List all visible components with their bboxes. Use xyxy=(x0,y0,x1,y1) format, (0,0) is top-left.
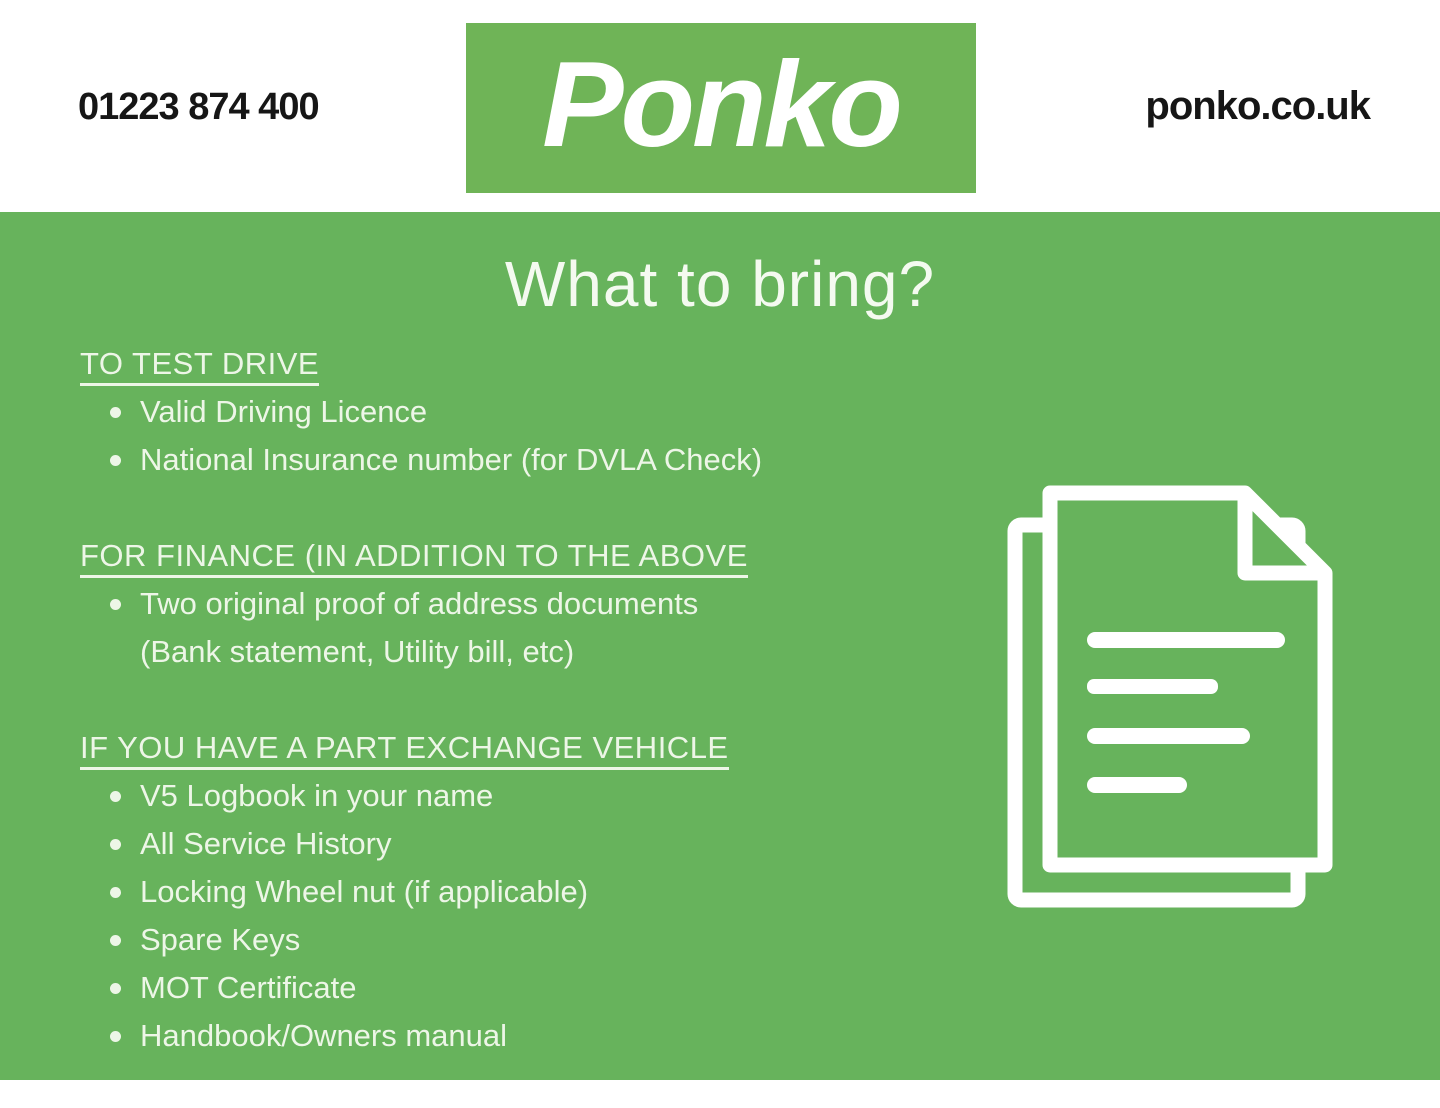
list-item: Valid Driving Licence xyxy=(80,388,960,436)
text-line xyxy=(1087,728,1250,744)
text-line xyxy=(1087,777,1187,793)
text-line xyxy=(1087,632,1285,648)
list-item: Handbook/Owners manual xyxy=(80,1012,960,1060)
list-item: National Insurance number (for DVLA Check) xyxy=(80,436,960,484)
website-url: ponko.co.uk xyxy=(1145,84,1370,128)
list-item: MOT Certificate xyxy=(80,964,960,1012)
item-list xyxy=(80,388,960,484)
section-heading xyxy=(80,340,960,388)
item-list xyxy=(80,580,960,676)
list-item: V5 Logbook in your name xyxy=(80,772,960,820)
section-test-drive xyxy=(80,340,960,484)
body xyxy=(0,212,1440,1080)
header xyxy=(0,0,1440,212)
section-part-exchange xyxy=(80,724,960,1060)
item-list xyxy=(80,772,960,1060)
section-heading xyxy=(80,724,960,772)
list-item: Spare Keys xyxy=(80,916,960,964)
list-item: Two original proof of address documents (Bank statement, Utility bill, etc) xyxy=(80,580,960,676)
logo xyxy=(466,23,976,193)
section-heading-text: TO TEST DRIVE xyxy=(80,346,319,386)
section-heading-text: FOR FINANCE (IN ADDITION TO THE ABOVE xyxy=(80,538,748,578)
section-finance xyxy=(80,532,960,676)
section-heading xyxy=(80,532,960,580)
section-heading-text: IF YOU HAVE A PART EXCHANGE VEHICLE xyxy=(80,730,729,770)
page-title: What to bring? xyxy=(504,248,936,320)
documents-icon xyxy=(1000,478,1345,918)
text-line xyxy=(1087,679,1218,694)
phone-number: 01223 874 400 xyxy=(78,86,319,128)
list-item: Locking Wheel nut (if applicable) xyxy=(80,868,960,916)
logo-text: Ponko xyxy=(542,36,900,172)
list-item: All Service History xyxy=(80,820,960,868)
checklist xyxy=(80,340,960,1108)
